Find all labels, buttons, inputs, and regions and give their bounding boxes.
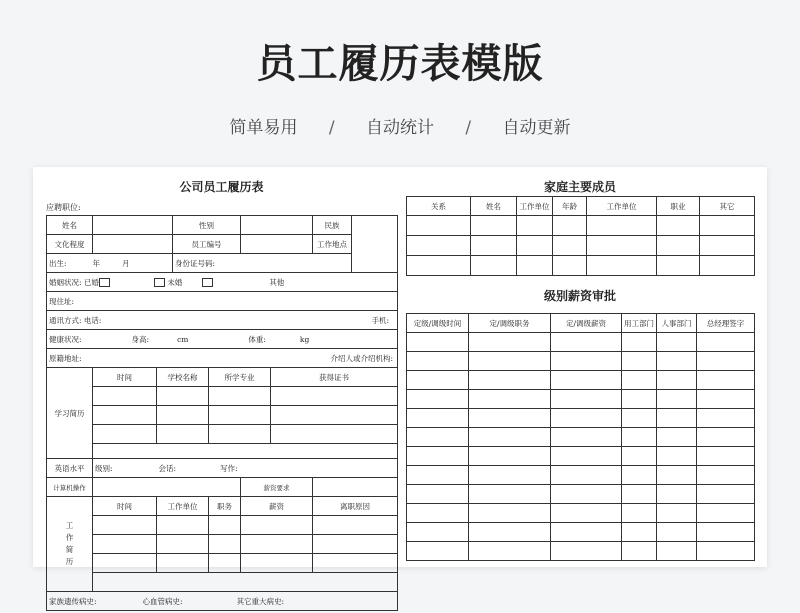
salary-row (407, 409, 755, 428)
gender-field[interactable] (241, 216, 313, 235)
salary-table (406, 313, 755, 561)
salary-cell[interactable] (407, 352, 469, 371)
id-number-label: 身份证号码: (175, 258, 216, 268)
salary-cell[interactable] (469, 333, 551, 352)
salary-cell[interactable] (697, 390, 755, 409)
salary-cell[interactable] (622, 371, 657, 390)
work-cell[interactable] (157, 535, 209, 554)
work-header: 时间 (93, 497, 157, 516)
salary-row (407, 485, 755, 504)
salary-row (407, 352, 755, 371)
work-cell[interactable] (209, 535, 241, 554)
work-header: 离职原因 (313, 497, 398, 516)
salary-header: 用工部门 (622, 314, 657, 333)
family-header: 其它 (700, 197, 755, 216)
salary-title: 级别薪资审批 (543, 289, 616, 303)
married-label: 已婚 (83, 277, 99, 287)
salary-cell[interactable] (657, 352, 697, 371)
family-cell[interactable] (700, 216, 755, 236)
major-illness-label: 其它重大病史: (236, 596, 285, 606)
salary-cell[interactable] (657, 409, 697, 428)
health-label: 健康状况: (49, 334, 82, 344)
salary-header: 定级/调级时间 (407, 314, 469, 333)
salary-cell[interactable] (551, 409, 622, 428)
salary-cell[interactable] (551, 447, 622, 466)
family-cell[interactable] (517, 216, 553, 236)
work-cell[interactable] (93, 535, 157, 554)
family-header: 工作单位 (517, 197, 553, 216)
separator: / (328, 118, 335, 138)
referrer-label: 介绍人或介绍机构: (330, 353, 394, 363)
salary-cell[interactable] (551, 333, 622, 352)
study-header: 时间 (93, 368, 157, 387)
family-table (406, 196, 755, 276)
family-cell[interactable] (471, 236, 517, 256)
family-cell[interactable] (471, 216, 517, 236)
salary-cell[interactable] (469, 352, 551, 371)
salary-cell[interactable] (469, 485, 551, 504)
salary-row (407, 371, 755, 390)
salary-cell[interactable] (469, 523, 551, 542)
salary-cell[interactable] (551, 352, 622, 371)
separator: / (465, 118, 472, 138)
family-cell[interactable] (657, 256, 700, 276)
medical-history-row[interactable] (47, 592, 398, 611)
salary-cell[interactable] (657, 428, 697, 447)
gender-label: 性别 (173, 216, 241, 235)
work-history-text: 工作简历 (65, 521, 74, 566)
origin-label: 原籍地址: (49, 353, 82, 363)
study-header: 所学专业 (209, 368, 271, 387)
salary-row (407, 333, 755, 352)
salary-cell[interactable] (407, 447, 469, 466)
family-cell[interactable] (471, 256, 517, 276)
health-row[interactable] (47, 330, 398, 349)
salary-cell[interactable] (469, 390, 551, 409)
family-cell[interactable] (700, 236, 755, 256)
education-label: 文化程度 (47, 235, 93, 254)
salary-row (407, 523, 755, 542)
salary-cell[interactable] (551, 504, 622, 523)
origin-row[interactable] (47, 349, 398, 368)
salary-cell[interactable] (697, 428, 755, 447)
cardio-label: 心血管病史: (142, 596, 183, 606)
work-cell[interactable] (313, 516, 398, 535)
address-label: 现住址: (49, 296, 75, 306)
salary-header: 定/调级职务 (469, 314, 551, 333)
work-cell[interactable] (313, 554, 398, 573)
unmarried-label: 未婚 (167, 277, 183, 287)
salary-cell[interactable] (697, 409, 755, 428)
salary-cell[interactable] (622, 542, 657, 561)
family-cell[interactable] (553, 216, 587, 236)
salary-cell[interactable] (622, 428, 657, 447)
salary-cell[interactable] (407, 523, 469, 542)
family-cell[interactable] (700, 256, 755, 276)
id-number-field[interactable] (173, 254, 352, 273)
salary-cell[interactable] (622, 485, 657, 504)
work-cell[interactable] (157, 554, 209, 573)
salary-cell[interactable] (697, 352, 755, 371)
name-label: 姓名 (47, 216, 93, 235)
salary-cell[interactable] (407, 428, 469, 447)
salary-header: 人事部门 (657, 314, 697, 333)
phone-label: 电话: (83, 315, 102, 325)
work-cell[interactable] (241, 535, 313, 554)
salary-cell[interactable] (469, 409, 551, 428)
work-spacer (93, 573, 398, 592)
page-title: 员工履历表模版 (256, 41, 544, 87)
marital-row (47, 273, 398, 292)
mobile-label: 手机: (371, 315, 390, 325)
employee-number-label: 员工编号 (173, 235, 241, 254)
salary-row (407, 466, 755, 485)
family-cell[interactable] (657, 216, 700, 236)
family-title: 家庭主要成员 (543, 180, 616, 194)
family-cell[interactable] (517, 236, 553, 256)
employee-number-field[interactable] (241, 235, 313, 254)
family-cell[interactable] (553, 256, 587, 276)
english-row[interactable] (93, 459, 398, 478)
year-label: 年 (92, 258, 101, 268)
study-cell[interactable] (209, 425, 271, 444)
birth-field[interactable] (47, 254, 173, 273)
family-cell[interactable] (587, 256, 657, 276)
resume-form-title: 公司员工履历表 (179, 180, 264, 194)
family-header: 关系 (407, 197, 471, 216)
family-cell[interactable] (553, 236, 587, 256)
resume-table (46, 215, 398, 611)
study-cell[interactable] (157, 425, 209, 444)
salary-cell[interactable] (657, 485, 697, 504)
education-field[interactable] (93, 235, 173, 254)
family-cell[interactable] (407, 216, 471, 236)
photo-box (352, 216, 398, 273)
family-cell[interactable] (587, 216, 657, 236)
salary-cell[interactable] (622, 466, 657, 485)
salary-cell[interactable] (407, 466, 469, 485)
salary-header: 总经理签字 (697, 314, 755, 333)
salary-cell[interactable] (622, 390, 657, 409)
computer-field[interactable] (93, 478, 241, 497)
salary-cell[interactable] (657, 333, 697, 352)
salary-req-label: 薪资要求 (241, 478, 313, 497)
study-cell[interactable] (271, 425, 398, 444)
salary-cell[interactable] (469, 371, 551, 390)
work-cell[interactable] (93, 516, 157, 535)
study-cell[interactable] (93, 425, 157, 444)
work-cell[interactable] (209, 554, 241, 573)
study-header: 获得证书 (271, 368, 398, 387)
salary-cell[interactable] (407, 371, 469, 390)
married-checkbox[interactable] (99, 278, 110, 287)
work-cell[interactable] (157, 516, 209, 535)
family-header: 职业 (657, 197, 700, 216)
salary-cell[interactable] (469, 428, 551, 447)
weight-label: 体重: (248, 334, 266, 344)
salary-cell[interactable] (622, 333, 657, 352)
study-history-label: 学习简历 (47, 368, 93, 459)
work-cell[interactable] (209, 516, 241, 535)
work-history-label (47, 497, 93, 592)
salary-cell[interactable] (407, 485, 469, 504)
hereditary-label: 家族遗传病史: (49, 596, 97, 606)
family-header: 工作单位 (587, 197, 657, 216)
study-spacer (93, 444, 398, 459)
salary-cell[interactable] (697, 542, 755, 561)
work-header: 职务 (209, 497, 241, 516)
salary-cell[interactable] (469, 466, 551, 485)
salary-row (407, 428, 755, 447)
family-cell[interactable] (517, 256, 553, 276)
salary-cell[interactable] (622, 352, 657, 371)
salary-cell[interactable] (697, 466, 755, 485)
work-header: 工作单位 (157, 497, 209, 516)
family-header: 姓名 (471, 197, 517, 216)
address-field[interactable] (47, 292, 398, 311)
feature-item: 自动更新 (502, 118, 571, 138)
salary-cell[interactable] (657, 523, 697, 542)
study-cell[interactable] (157, 387, 209, 406)
unmarried-checkbox[interactable] (154, 278, 165, 287)
salary-cell[interactable] (697, 523, 755, 542)
salary-cell[interactable] (407, 390, 469, 409)
family-cell[interactable] (407, 236, 471, 256)
salary-row (407, 447, 755, 466)
form-sheet (33, 167, 767, 606)
salary-cell[interactable] (551, 542, 622, 561)
work-cell[interactable] (241, 516, 313, 535)
salary-cell[interactable] (657, 390, 697, 409)
salary-cell[interactable] (657, 466, 697, 485)
birth-label: 出生: (49, 258, 67, 268)
feature-list (0, 113, 800, 138)
salary-row (407, 504, 755, 523)
salary-cell[interactable] (469, 542, 551, 561)
study-cell[interactable] (209, 406, 271, 425)
salary-cell[interactable] (622, 447, 657, 466)
kg-unit: kg (299, 334, 310, 344)
contact-row[interactable] (47, 311, 398, 330)
work-cell[interactable] (93, 554, 157, 573)
height-label: 身高: (131, 334, 150, 344)
salary-cell[interactable] (469, 504, 551, 523)
salary-cell[interactable] (697, 447, 755, 466)
salary-cell[interactable] (407, 504, 469, 523)
write-label: 写作: (220, 463, 238, 473)
feature-item: 简单易用 (229, 118, 298, 138)
salary-cell[interactable] (551, 485, 622, 504)
study-cell[interactable] (93, 387, 157, 406)
contact-label: 通讯方式: (49, 315, 82, 325)
talk-label: 会话: (158, 463, 177, 473)
family-header: 年龄 (553, 197, 587, 216)
study-cell[interactable] (271, 387, 398, 406)
salary-cell[interactable] (657, 504, 697, 523)
feature-item: 自动统计 (366, 118, 434, 138)
level-label: 级别: (95, 463, 113, 473)
salary-cell[interactable] (697, 371, 755, 390)
work-header: 薪资 (241, 497, 313, 516)
english-label: 英语水平 (47, 459, 93, 478)
other-checkbox[interactable] (202, 278, 213, 287)
salary-cell[interactable] (551, 523, 622, 542)
salary-cell[interactable] (407, 542, 469, 561)
salary-cell[interactable] (622, 409, 657, 428)
family-cell[interactable] (657, 236, 700, 256)
study-cell[interactable] (157, 406, 209, 425)
salary-cell[interactable] (469, 447, 551, 466)
marital-label: 婚姻状况: (49, 277, 82, 287)
salary-row (407, 542, 755, 561)
family-cell[interactable] (587, 236, 657, 256)
salary-cell[interactable] (551, 390, 622, 409)
salary-cell[interactable] (657, 542, 697, 561)
workplace-label: 工作地点 (313, 235, 352, 254)
salary-cell[interactable] (622, 504, 657, 523)
cm-unit: cm (177, 334, 189, 344)
study-cell[interactable] (93, 406, 157, 425)
salary-header: 定/调级薪资 (551, 314, 622, 333)
family-cell[interactable] (407, 256, 471, 276)
salary-cell[interactable] (697, 485, 755, 504)
salary-req-field[interactable] (313, 478, 398, 497)
salary-cell[interactable] (551, 466, 622, 485)
name-field[interactable] (93, 216, 173, 235)
salary-cell[interactable] (697, 504, 755, 523)
ethnicity-label: 民族 (313, 216, 352, 235)
salary-cell[interactable] (407, 333, 469, 352)
salary-cell[interactable] (622, 523, 657, 542)
salary-cell[interactable] (657, 447, 697, 466)
salary-cell[interactable] (551, 371, 622, 390)
other-label: 其他 (269, 277, 285, 287)
salary-cell[interactable] (551, 428, 622, 447)
study-cell[interactable] (271, 406, 398, 425)
salary-row (407, 390, 755, 409)
month-label: 月 (122, 258, 130, 268)
work-cell[interactable] (241, 554, 313, 573)
computer-label: 计算机操作 (47, 478, 93, 497)
salary-cell[interactable] (407, 409, 469, 428)
apply-position-label: 应聘职位: (46, 203, 81, 212)
salary-cell[interactable] (697, 333, 755, 352)
study-header: 学校名称 (157, 368, 209, 387)
study-cell[interactable] (209, 387, 271, 406)
work-cell[interactable] (313, 535, 398, 554)
salary-cell[interactable] (657, 371, 697, 390)
